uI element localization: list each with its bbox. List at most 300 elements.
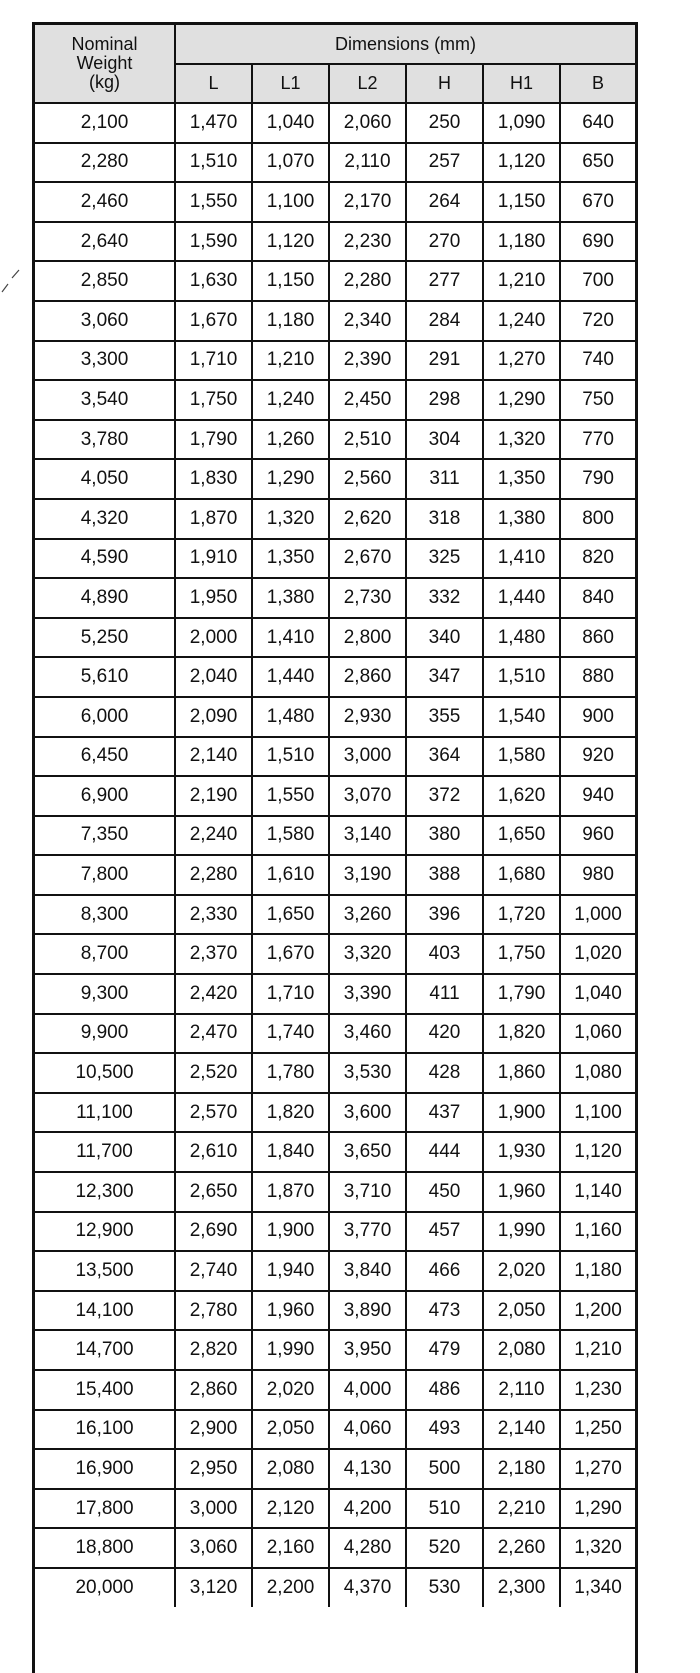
cell-l: 1,590 bbox=[175, 222, 252, 262]
cell-l: 2,090 bbox=[175, 697, 252, 737]
cell-h1: 1,290 bbox=[483, 380, 560, 420]
cell-h: 466 bbox=[406, 1251, 483, 1291]
cell-weight: 18,800 bbox=[35, 1528, 175, 1568]
cell-h: 479 bbox=[406, 1330, 483, 1370]
cell-l1: 1,350 bbox=[252, 539, 329, 579]
cell-b: 670 bbox=[560, 182, 635, 222]
cell-b: 1,060 bbox=[560, 1014, 635, 1054]
cell-b: 900 bbox=[560, 697, 635, 737]
cell-weight: 14,700 bbox=[35, 1330, 175, 1370]
cell-b: 640 bbox=[560, 103, 635, 143]
cell-h: 500 bbox=[406, 1449, 483, 1489]
cell-weight: 11,700 bbox=[35, 1132, 175, 1172]
dimensions-group-header: Dimensions (mm) bbox=[175, 25, 635, 64]
cell-l2: 2,230 bbox=[329, 222, 406, 262]
cell-b: 650 bbox=[560, 143, 635, 183]
cell-weight: 17,800 bbox=[35, 1489, 175, 1529]
table-row bbox=[35, 499, 635, 539]
cell-h1: 1,350 bbox=[483, 459, 560, 499]
cell-l2: 3,650 bbox=[329, 1132, 406, 1172]
cell-l: 1,910 bbox=[175, 539, 252, 579]
cell-h: 325 bbox=[406, 539, 483, 579]
cell-h: 264 bbox=[406, 182, 483, 222]
cell-l: 2,190 bbox=[175, 776, 252, 816]
cell-h1: 1,480 bbox=[483, 618, 560, 658]
cell-l1: 1,260 bbox=[252, 420, 329, 460]
cell-b: 1,270 bbox=[560, 1449, 635, 1489]
cell-l2: 2,510 bbox=[329, 420, 406, 460]
cell-l1: 1,710 bbox=[252, 974, 329, 1014]
cell-weight: 7,350 bbox=[35, 816, 175, 856]
table-row bbox=[35, 143, 635, 183]
table-row bbox=[35, 974, 635, 1014]
cell-h1: 2,210 bbox=[483, 1489, 560, 1529]
cell-weight: 14,100 bbox=[35, 1291, 175, 1331]
cell-l: 2,140 bbox=[175, 737, 252, 777]
cell-weight: 5,250 bbox=[35, 618, 175, 658]
cell-weight: 3,300 bbox=[35, 341, 175, 381]
cell-l2: 4,200 bbox=[329, 1489, 406, 1529]
cell-l2: 3,840 bbox=[329, 1251, 406, 1291]
cell-weight: 4,890 bbox=[35, 578, 175, 618]
table-row bbox=[35, 657, 635, 697]
cell-l1: 1,320 bbox=[252, 499, 329, 539]
cell-l2: 4,060 bbox=[329, 1410, 406, 1450]
cell-l2: 3,460 bbox=[329, 1014, 406, 1054]
cell-h: 396 bbox=[406, 895, 483, 935]
cell-l: 2,820 bbox=[175, 1330, 252, 1370]
table-row bbox=[35, 1330, 635, 1370]
cell-l1: 1,960 bbox=[252, 1291, 329, 1331]
cell-b: 1,250 bbox=[560, 1410, 635, 1450]
table-row bbox=[35, 1053, 635, 1093]
cell-l1: 1,740 bbox=[252, 1014, 329, 1054]
cell-b: 1,140 bbox=[560, 1172, 635, 1212]
cell-weight: 2,850 bbox=[35, 261, 175, 301]
cell-b: 1,180 bbox=[560, 1251, 635, 1291]
cell-l: 2,240 bbox=[175, 816, 252, 856]
cell-h1: 1,750 bbox=[483, 934, 560, 974]
column-header-b: B bbox=[560, 64, 635, 103]
cell-b: 820 bbox=[560, 539, 635, 579]
cell-l: 2,950 bbox=[175, 1449, 252, 1489]
cell-l2: 2,340 bbox=[329, 301, 406, 341]
cell-l: 1,830 bbox=[175, 459, 252, 499]
cell-l1: 1,780 bbox=[252, 1053, 329, 1093]
cell-weight: 11,100 bbox=[35, 1093, 175, 1133]
dimensions-table bbox=[35, 25, 635, 1607]
cell-l: 2,690 bbox=[175, 1212, 252, 1252]
table-row bbox=[35, 182, 635, 222]
cell-h1: 1,240 bbox=[483, 301, 560, 341]
table-row bbox=[35, 380, 635, 420]
cell-h: 444 bbox=[406, 1132, 483, 1172]
table-row bbox=[35, 1568, 635, 1607]
cell-b: 690 bbox=[560, 222, 635, 262]
cell-h: 437 bbox=[406, 1093, 483, 1133]
cell-l: 2,280 bbox=[175, 855, 252, 895]
cell-h1: 1,580 bbox=[483, 737, 560, 777]
cell-l1: 1,480 bbox=[252, 697, 329, 737]
cell-l2: 3,530 bbox=[329, 1053, 406, 1093]
cell-h: 304 bbox=[406, 420, 483, 460]
cell-l2: 2,560 bbox=[329, 459, 406, 499]
cell-b: 800 bbox=[560, 499, 635, 539]
cell-l2: 3,710 bbox=[329, 1172, 406, 1212]
cell-weight: 4,320 bbox=[35, 499, 175, 539]
cell-l: 2,650 bbox=[175, 1172, 252, 1212]
cell-l1: 1,410 bbox=[252, 618, 329, 658]
cell-b: 1,340 bbox=[560, 1568, 635, 1607]
table-row bbox=[35, 539, 635, 579]
table-row bbox=[35, 1410, 635, 1450]
table-row bbox=[35, 1132, 635, 1172]
cell-l1: 1,900 bbox=[252, 1212, 329, 1252]
cell-b: 740 bbox=[560, 341, 635, 381]
cell-b: 920 bbox=[560, 737, 635, 777]
cell-weight: 10,500 bbox=[35, 1053, 175, 1093]
cell-weight: 20,000 bbox=[35, 1568, 175, 1607]
cell-l: 2,610 bbox=[175, 1132, 252, 1172]
cell-l2: 3,390 bbox=[329, 974, 406, 1014]
cell-l1: 1,650 bbox=[252, 895, 329, 935]
cell-b: 860 bbox=[560, 618, 635, 658]
cell-h: 450 bbox=[406, 1172, 483, 1212]
cell-l1: 1,440 bbox=[252, 657, 329, 697]
cell-h1: 1,930 bbox=[483, 1132, 560, 1172]
cell-b: 790 bbox=[560, 459, 635, 499]
cell-h1: 1,720 bbox=[483, 895, 560, 935]
table-row bbox=[35, 261, 635, 301]
nominal-weight-header bbox=[35, 25, 175, 103]
cell-h1: 2,020 bbox=[483, 1251, 560, 1291]
cell-l2: 2,860 bbox=[329, 657, 406, 697]
cell-h: 372 bbox=[406, 776, 483, 816]
cell-h1: 1,510 bbox=[483, 657, 560, 697]
column-header-l2: L2 bbox=[329, 64, 406, 103]
cell-h1: 2,180 bbox=[483, 1449, 560, 1489]
cell-h1: 2,260 bbox=[483, 1528, 560, 1568]
cell-h1: 1,790 bbox=[483, 974, 560, 1014]
cell-l: 2,570 bbox=[175, 1093, 252, 1133]
cell-h1: 1,120 bbox=[483, 143, 560, 183]
cell-l: 1,870 bbox=[175, 499, 252, 539]
cell-b: 880 bbox=[560, 657, 635, 697]
cell-weight: 2,100 bbox=[35, 103, 175, 143]
table-row bbox=[35, 1291, 635, 1331]
cell-h: 311 bbox=[406, 459, 483, 499]
nominal-weight-header-label: Nominal Weight (kg) bbox=[71, 34, 138, 92]
cell-weight: 16,100 bbox=[35, 1410, 175, 1450]
cell-weight: 12,900 bbox=[35, 1212, 175, 1252]
cell-l2: 2,170 bbox=[329, 182, 406, 222]
cell-l1: 1,580 bbox=[252, 816, 329, 856]
cell-b: 1,100 bbox=[560, 1093, 635, 1133]
cell-l1: 1,100 bbox=[252, 182, 329, 222]
cell-l1: 2,020 bbox=[252, 1370, 329, 1410]
cell-b: 1,020 bbox=[560, 934, 635, 974]
cell-h: 428 bbox=[406, 1053, 483, 1093]
cell-h: 493 bbox=[406, 1410, 483, 1450]
cell-h: 420 bbox=[406, 1014, 483, 1054]
cell-h: 277 bbox=[406, 261, 483, 301]
table-row bbox=[35, 301, 635, 341]
table-row bbox=[35, 1212, 635, 1252]
cell-h1: 1,090 bbox=[483, 103, 560, 143]
cell-l2: 2,280 bbox=[329, 261, 406, 301]
cell-l1: 1,510 bbox=[252, 737, 329, 777]
cell-l2: 2,800 bbox=[329, 618, 406, 658]
cell-l: 1,470 bbox=[175, 103, 252, 143]
cell-l1: 1,240 bbox=[252, 380, 329, 420]
cell-l1: 2,160 bbox=[252, 1528, 329, 1568]
table-row bbox=[35, 103, 635, 143]
cell-l1: 1,610 bbox=[252, 855, 329, 895]
cell-h: 486 bbox=[406, 1370, 483, 1410]
cell-h: 318 bbox=[406, 499, 483, 539]
cell-h1: 1,320 bbox=[483, 420, 560, 460]
table-row bbox=[35, 1449, 635, 1489]
cell-b: 770 bbox=[560, 420, 635, 460]
cell-l2: 4,370 bbox=[329, 1568, 406, 1607]
column-header-l1: L1 bbox=[252, 64, 329, 103]
cell-l2: 3,000 bbox=[329, 737, 406, 777]
cell-h: 510 bbox=[406, 1489, 483, 1529]
cell-b: 1,290 bbox=[560, 1489, 635, 1529]
cell-b: 1,230 bbox=[560, 1370, 635, 1410]
cell-h1: 1,650 bbox=[483, 816, 560, 856]
cell-b: 960 bbox=[560, 816, 635, 856]
cell-h: 388 bbox=[406, 855, 483, 895]
cell-h: 380 bbox=[406, 816, 483, 856]
cell-h: 257 bbox=[406, 143, 483, 183]
table-row bbox=[35, 737, 635, 777]
cell-h1: 1,150 bbox=[483, 182, 560, 222]
cell-l1: 1,990 bbox=[252, 1330, 329, 1370]
cell-l2: 2,110 bbox=[329, 143, 406, 183]
cell-l: 1,670 bbox=[175, 301, 252, 341]
cell-weight: 6,450 bbox=[35, 737, 175, 777]
table-row bbox=[35, 578, 635, 618]
cell-h1: 1,620 bbox=[483, 776, 560, 816]
cell-l1: 1,150 bbox=[252, 261, 329, 301]
cell-l1: 1,040 bbox=[252, 103, 329, 143]
table-row bbox=[35, 1093, 635, 1133]
cell-l1: 1,670 bbox=[252, 934, 329, 974]
cell-l2: 2,930 bbox=[329, 697, 406, 737]
cell-weight: 6,000 bbox=[35, 697, 175, 737]
cell-l: 2,000 bbox=[175, 618, 252, 658]
column-header-h: H bbox=[406, 64, 483, 103]
table-row bbox=[35, 1489, 635, 1529]
cell-b: 1,320 bbox=[560, 1528, 635, 1568]
cell-l: 1,630 bbox=[175, 261, 252, 301]
cell-weight: 4,590 bbox=[35, 539, 175, 579]
cell-b: 1,040 bbox=[560, 974, 635, 1014]
cell-b: 1,160 bbox=[560, 1212, 635, 1252]
cell-l2: 3,320 bbox=[329, 934, 406, 974]
cell-weight: 2,280 bbox=[35, 143, 175, 183]
cell-l: 3,060 bbox=[175, 1528, 252, 1568]
cell-l1: 2,200 bbox=[252, 1568, 329, 1607]
table-row bbox=[35, 222, 635, 262]
cell-h1: 2,110 bbox=[483, 1370, 560, 1410]
cell-l2: 2,060 bbox=[329, 103, 406, 143]
cell-h1: 1,380 bbox=[483, 499, 560, 539]
cell-b: 840 bbox=[560, 578, 635, 618]
cell-h: 291 bbox=[406, 341, 483, 381]
cell-l: 1,750 bbox=[175, 380, 252, 420]
cell-b: 1,120 bbox=[560, 1132, 635, 1172]
cell-l2: 4,000 bbox=[329, 1370, 406, 1410]
table-row bbox=[35, 776, 635, 816]
cell-l2: 3,770 bbox=[329, 1212, 406, 1252]
cell-b: 1,200 bbox=[560, 1291, 635, 1331]
cell-h: 332 bbox=[406, 578, 483, 618]
cell-b: 700 bbox=[560, 261, 635, 301]
table-row bbox=[35, 1251, 635, 1291]
cell-weight: 15,400 bbox=[35, 1370, 175, 1410]
column-header-l: L bbox=[175, 64, 252, 103]
cell-h: 473 bbox=[406, 1291, 483, 1331]
cell-weight: 2,460 bbox=[35, 182, 175, 222]
cell-h1: 1,900 bbox=[483, 1093, 560, 1133]
cell-l2: 2,450 bbox=[329, 380, 406, 420]
cell-l1: 1,120 bbox=[252, 222, 329, 262]
cell-l2: 3,260 bbox=[329, 895, 406, 935]
table-row bbox=[35, 855, 635, 895]
cell-l1: 1,870 bbox=[252, 1172, 329, 1212]
cell-weight: 12,300 bbox=[35, 1172, 175, 1212]
cell-weight: 16,900 bbox=[35, 1449, 175, 1489]
cell-weight: 3,540 bbox=[35, 380, 175, 420]
table-body bbox=[35, 103, 635, 1607]
cell-l: 2,900 bbox=[175, 1410, 252, 1450]
cell-weight: 4,050 bbox=[35, 459, 175, 499]
cell-l2: 4,280 bbox=[329, 1528, 406, 1568]
cell-h: 411 bbox=[406, 974, 483, 1014]
cell-l: 2,330 bbox=[175, 895, 252, 935]
cell-h: 298 bbox=[406, 380, 483, 420]
cell-l: 2,860 bbox=[175, 1370, 252, 1410]
cell-h1: 1,410 bbox=[483, 539, 560, 579]
cell-l: 3,120 bbox=[175, 1568, 252, 1607]
cell-h1: 1,960 bbox=[483, 1172, 560, 1212]
cell-l: 2,780 bbox=[175, 1291, 252, 1331]
cell-l2: 3,070 bbox=[329, 776, 406, 816]
cell-l: 2,370 bbox=[175, 934, 252, 974]
cell-l2: 4,130 bbox=[329, 1449, 406, 1489]
cell-l: 2,420 bbox=[175, 974, 252, 1014]
table-row bbox=[35, 816, 635, 856]
cell-h: 284 bbox=[406, 301, 483, 341]
cell-h1: 2,080 bbox=[483, 1330, 560, 1370]
cell-l2: 2,670 bbox=[329, 539, 406, 579]
cell-l1: 1,380 bbox=[252, 578, 329, 618]
cell-h1: 1,540 bbox=[483, 697, 560, 737]
cell-b: 1,210 bbox=[560, 1330, 635, 1370]
cell-weight: 8,300 bbox=[35, 895, 175, 935]
cell-l1: 1,180 bbox=[252, 301, 329, 341]
cell-l1: 2,050 bbox=[252, 1410, 329, 1450]
cell-h1: 1,820 bbox=[483, 1014, 560, 1054]
cell-weight: 6,900 bbox=[35, 776, 175, 816]
cell-h1: 1,270 bbox=[483, 341, 560, 381]
cell-l2: 2,390 bbox=[329, 341, 406, 381]
table-row bbox=[35, 459, 635, 499]
cell-l1: 2,120 bbox=[252, 1489, 329, 1529]
table-row bbox=[35, 1172, 635, 1212]
column-header-h1: H1 bbox=[483, 64, 560, 103]
cell-l: 1,550 bbox=[175, 182, 252, 222]
cell-l2: 3,950 bbox=[329, 1330, 406, 1370]
cell-l2: 2,730 bbox=[329, 578, 406, 618]
cell-weight: 9,300 bbox=[35, 974, 175, 1014]
cell-l: 1,710 bbox=[175, 341, 252, 381]
cell-l: 3,000 bbox=[175, 1489, 252, 1529]
cell-h: 270 bbox=[406, 222, 483, 262]
cell-h: 340 bbox=[406, 618, 483, 658]
cell-l: 1,950 bbox=[175, 578, 252, 618]
cell-h1: 2,050 bbox=[483, 1291, 560, 1331]
table-row bbox=[35, 934, 635, 974]
cell-l1: 1,070 bbox=[252, 143, 329, 183]
cell-weight: 8,700 bbox=[35, 934, 175, 974]
cell-h: 250 bbox=[406, 103, 483, 143]
cell-h1: 1,990 bbox=[483, 1212, 560, 1252]
cell-weight: 9,900 bbox=[35, 1014, 175, 1054]
cell-l1: 1,210 bbox=[252, 341, 329, 381]
stray-dash-mark bbox=[0, 268, 22, 294]
cell-b: 980 bbox=[560, 855, 635, 895]
table-row bbox=[35, 1014, 635, 1054]
cell-weight: 5,610 bbox=[35, 657, 175, 697]
cell-l1: 2,080 bbox=[252, 1449, 329, 1489]
cell-h1: 1,210 bbox=[483, 261, 560, 301]
cell-l2: 3,140 bbox=[329, 816, 406, 856]
cell-b: 940 bbox=[560, 776, 635, 816]
cell-l2: 2,620 bbox=[329, 499, 406, 539]
cell-l2: 3,600 bbox=[329, 1093, 406, 1133]
table-row bbox=[35, 1528, 635, 1568]
cell-h: 520 bbox=[406, 1528, 483, 1568]
cell-l1: 1,290 bbox=[252, 459, 329, 499]
cell-weight: 3,060 bbox=[35, 301, 175, 341]
cell-h1: 1,680 bbox=[483, 855, 560, 895]
cell-weight: 13,500 bbox=[35, 1251, 175, 1291]
cell-l2: 3,890 bbox=[329, 1291, 406, 1331]
cell-l: 2,740 bbox=[175, 1251, 252, 1291]
cell-h: 403 bbox=[406, 934, 483, 974]
cell-h1: 2,140 bbox=[483, 1410, 560, 1450]
cell-h1: 1,180 bbox=[483, 222, 560, 262]
cell-l: 2,520 bbox=[175, 1053, 252, 1093]
cell-l1: 1,940 bbox=[252, 1251, 329, 1291]
table-row bbox=[35, 1370, 635, 1410]
table-row bbox=[35, 420, 635, 460]
cell-weight: 3,780 bbox=[35, 420, 175, 460]
cell-l1: 1,820 bbox=[252, 1093, 329, 1133]
cell-l2: 3,190 bbox=[329, 855, 406, 895]
table-row bbox=[35, 697, 635, 737]
cell-l: 2,040 bbox=[175, 657, 252, 697]
cell-l1: 1,840 bbox=[252, 1132, 329, 1172]
cell-l: 1,790 bbox=[175, 420, 252, 460]
table-row bbox=[35, 618, 635, 658]
cell-b: 1,000 bbox=[560, 895, 635, 935]
table-row bbox=[35, 341, 635, 381]
cell-b: 750 bbox=[560, 380, 635, 420]
